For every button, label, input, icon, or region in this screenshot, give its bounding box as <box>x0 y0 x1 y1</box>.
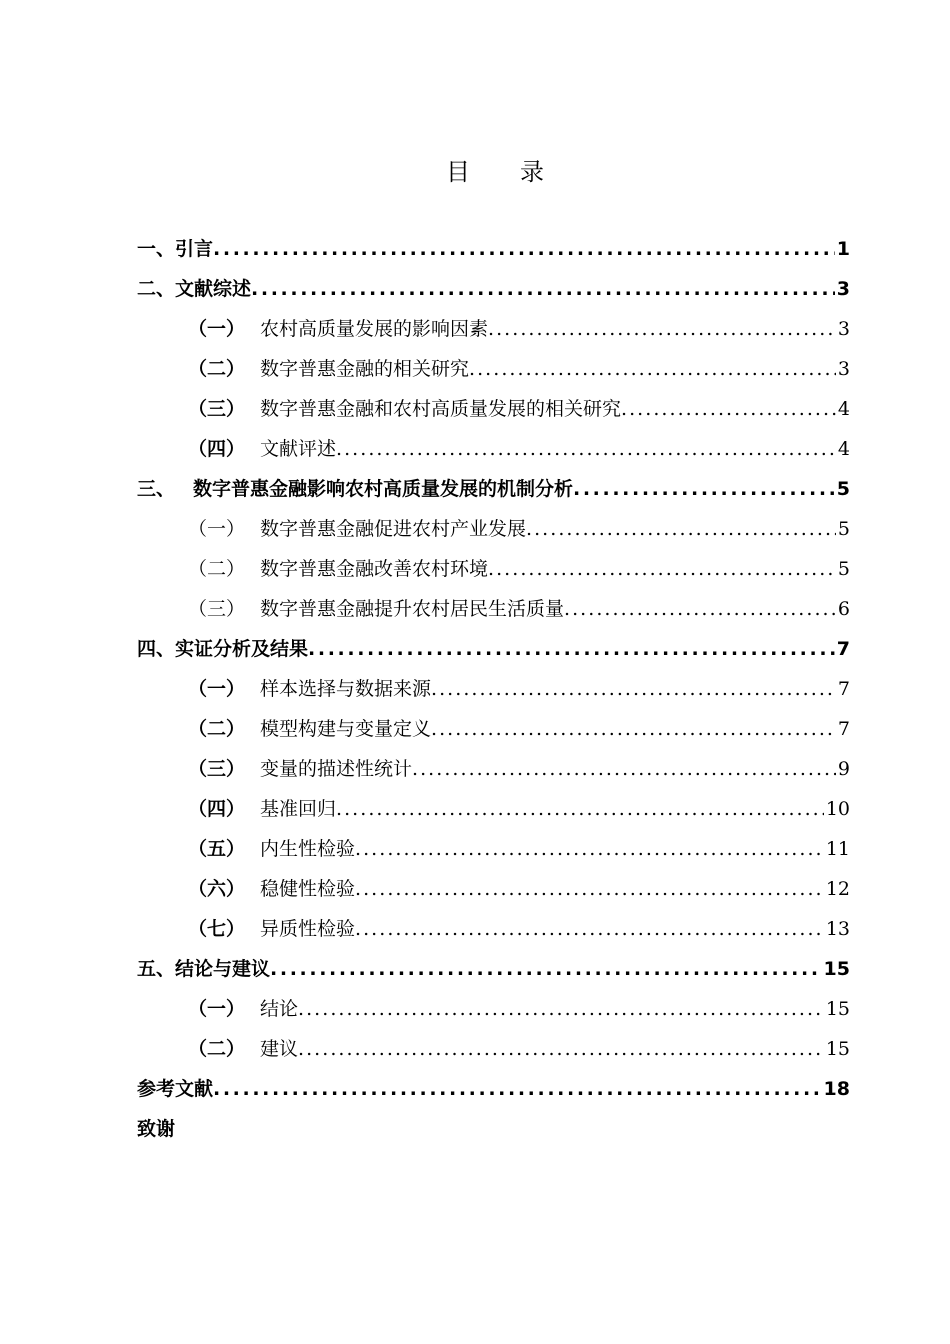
toc-title: 稳健性检验 <box>260 878 356 900</box>
toc-entry-section[interactable] <box>137 309 850 349</box>
toc-entry-section[interactable] <box>137 509 850 549</box>
toc-title: 农村高质量发展的影响因素 <box>260 318 489 340</box>
toc-leader <box>355 909 824 949</box>
toc-entry-chapter-4[interactable] <box>137 629 850 669</box>
toc-page-number: 15 <box>825 998 850 1020</box>
toc-leader <box>336 789 824 829</box>
toc-entry-section[interactable] <box>137 589 850 629</box>
toc-entry-section[interactable] <box>137 549 850 589</box>
toc-entry-section[interactable] <box>137 869 850 909</box>
toc-page-number: 1 <box>836 238 850 260</box>
toc-leader <box>308 629 835 669</box>
toc-leader <box>412 749 836 789</box>
toc-leader <box>488 309 836 349</box>
toc-number: 一、 <box>137 238 176 260</box>
toc-title: 结论 <box>260 998 299 1020</box>
toc-entry-section[interactable] <box>137 709 850 749</box>
toc-leader <box>488 549 836 589</box>
toc-title: 基准回归 <box>260 798 337 820</box>
toc-title: 实证分析及结果 <box>175 638 309 660</box>
toc-number: 五、 <box>137 958 176 980</box>
toc-number: （二） <box>188 1038 246 1060</box>
toc-page-number: 4 <box>837 438 850 460</box>
toc-title: 建议 <box>260 1038 299 1060</box>
toc-number: （三） <box>188 398 246 420</box>
toc-leader <box>298 989 824 1029</box>
toc-number: （二） <box>188 358 246 380</box>
toc-page-number: 3 <box>837 358 850 380</box>
page-title <box>0 152 950 187</box>
toc-number: （一） <box>188 318 246 340</box>
toc-entry-acknowledgements[interactable] <box>137 1109 850 1149</box>
toc-entry-chapter-3[interactable] <box>137 469 850 509</box>
toc-page-number: 18 <box>823 1078 850 1100</box>
title-char-2: 录 <box>520 158 544 186</box>
toc-title: 数字普惠金融影响农村高质量发展的机制分析 <box>193 478 574 500</box>
toc-title: 变量的描述性统计 <box>260 758 413 780</box>
toc-number: （二） <box>188 718 246 740</box>
toc-number: 四、 <box>137 638 176 660</box>
toc-title: 异质性检验 <box>260 918 356 940</box>
toc-entry-section[interactable] <box>137 389 850 429</box>
toc-page-number: 5 <box>836 478 850 500</box>
toc-page-number: 7 <box>836 638 850 660</box>
toc-title: 数字普惠金融促进农村产业发展 <box>260 518 527 540</box>
toc-page-number: 12 <box>825 878 850 900</box>
toc-number: （二） <box>188 558 246 580</box>
table-of-contents <box>137 229 850 1149</box>
toc-title: 结论与建议 <box>175 958 271 980</box>
toc-page-number: 7 <box>837 678 850 700</box>
toc-number: 二、 <box>137 278 176 300</box>
toc-title: 数字普惠金融的相关研究 <box>260 358 470 380</box>
toc-title: 内生性检验 <box>260 838 356 860</box>
toc-leader <box>431 709 836 749</box>
title-char-1: 目 <box>446 158 470 186</box>
toc-page-number: 5 <box>837 558 850 580</box>
toc-entry-chapter-2[interactable] <box>137 269 850 309</box>
toc-page-number: 13 <box>825 918 850 940</box>
toc-number: （三） <box>188 758 246 780</box>
toc-number: （五） <box>188 838 246 860</box>
toc-page-number: 11 <box>825 838 850 860</box>
toc-leader <box>336 429 836 469</box>
toc-leader <box>213 1069 822 1109</box>
toc-entry-chapter-5[interactable] <box>137 949 850 989</box>
toc-entry-section[interactable] <box>137 349 850 389</box>
toc-leader <box>564 589 836 629</box>
toc-number: （四） <box>188 438 246 460</box>
toc-page-number: 15 <box>825 1038 850 1060</box>
toc-title: 数字普惠金融和农村高质量发展的相关研究 <box>260 398 622 420</box>
toc-entry-section[interactable] <box>137 429 850 469</box>
toc-leader <box>526 509 836 549</box>
toc-title: 模型构建与变量定义 <box>260 718 432 740</box>
toc-number: （六） <box>188 878 246 900</box>
toc-entry-chapter-1[interactable] <box>137 229 850 269</box>
toc-leader <box>431 669 836 709</box>
toc-title: 文献综述 <box>175 278 252 300</box>
toc-leader <box>469 349 836 389</box>
toc-entry-section[interactable] <box>137 789 850 829</box>
toc-title: 参考文献 <box>137 1078 214 1100</box>
toc-entry-section[interactable] <box>137 749 850 789</box>
toc-title: 致谢 <box>137 1118 176 1140</box>
toc-entry-section[interactable] <box>137 1029 850 1069</box>
toc-title: 数字普惠金融改善农村环境 <box>260 558 489 580</box>
toc-number: 三、 <box>137 478 176 500</box>
toc-page-number: 15 <box>823 958 850 980</box>
toc-title: 数字普惠金融提升农村居民生活质量 <box>260 598 565 620</box>
toc-page-number: 9 <box>837 758 850 780</box>
toc-number: （四） <box>188 798 246 820</box>
toc-number: （一） <box>188 678 246 700</box>
toc-number: （七） <box>188 918 246 940</box>
toc-entry-references[interactable] <box>137 1069 850 1109</box>
toc-entry-section[interactable] <box>137 669 850 709</box>
toc-title: 样本选择与数据来源 <box>260 678 432 700</box>
toc-number: （一） <box>188 998 246 1020</box>
toc-number: （三） <box>188 598 246 620</box>
toc-page-number: 10 <box>825 798 850 820</box>
toc-page-number: 3 <box>836 278 850 300</box>
toc-page-number: 7 <box>837 718 850 740</box>
toc-page-number: 5 <box>837 518 850 540</box>
toc-number: （一） <box>188 518 246 540</box>
toc-leader <box>355 829 824 869</box>
toc-entry-section[interactable] <box>137 989 850 1029</box>
toc-page-number: 3 <box>837 318 850 340</box>
toc-leader <box>573 469 835 509</box>
toc-entry-section[interactable] <box>137 909 850 949</box>
toc-leader <box>270 949 822 989</box>
toc-page-number: 4 <box>837 398 850 420</box>
toc-leader <box>298 1029 824 1069</box>
toc-leader <box>621 389 836 429</box>
toc-leader <box>213 229 835 269</box>
toc-page-number: 6 <box>837 598 850 620</box>
toc-leader <box>355 869 824 909</box>
toc-title: 引言 <box>175 238 214 260</box>
toc-title: 文献评述 <box>260 438 337 460</box>
toc-leader <box>251 269 835 309</box>
toc-entry-section[interactable] <box>137 829 850 869</box>
